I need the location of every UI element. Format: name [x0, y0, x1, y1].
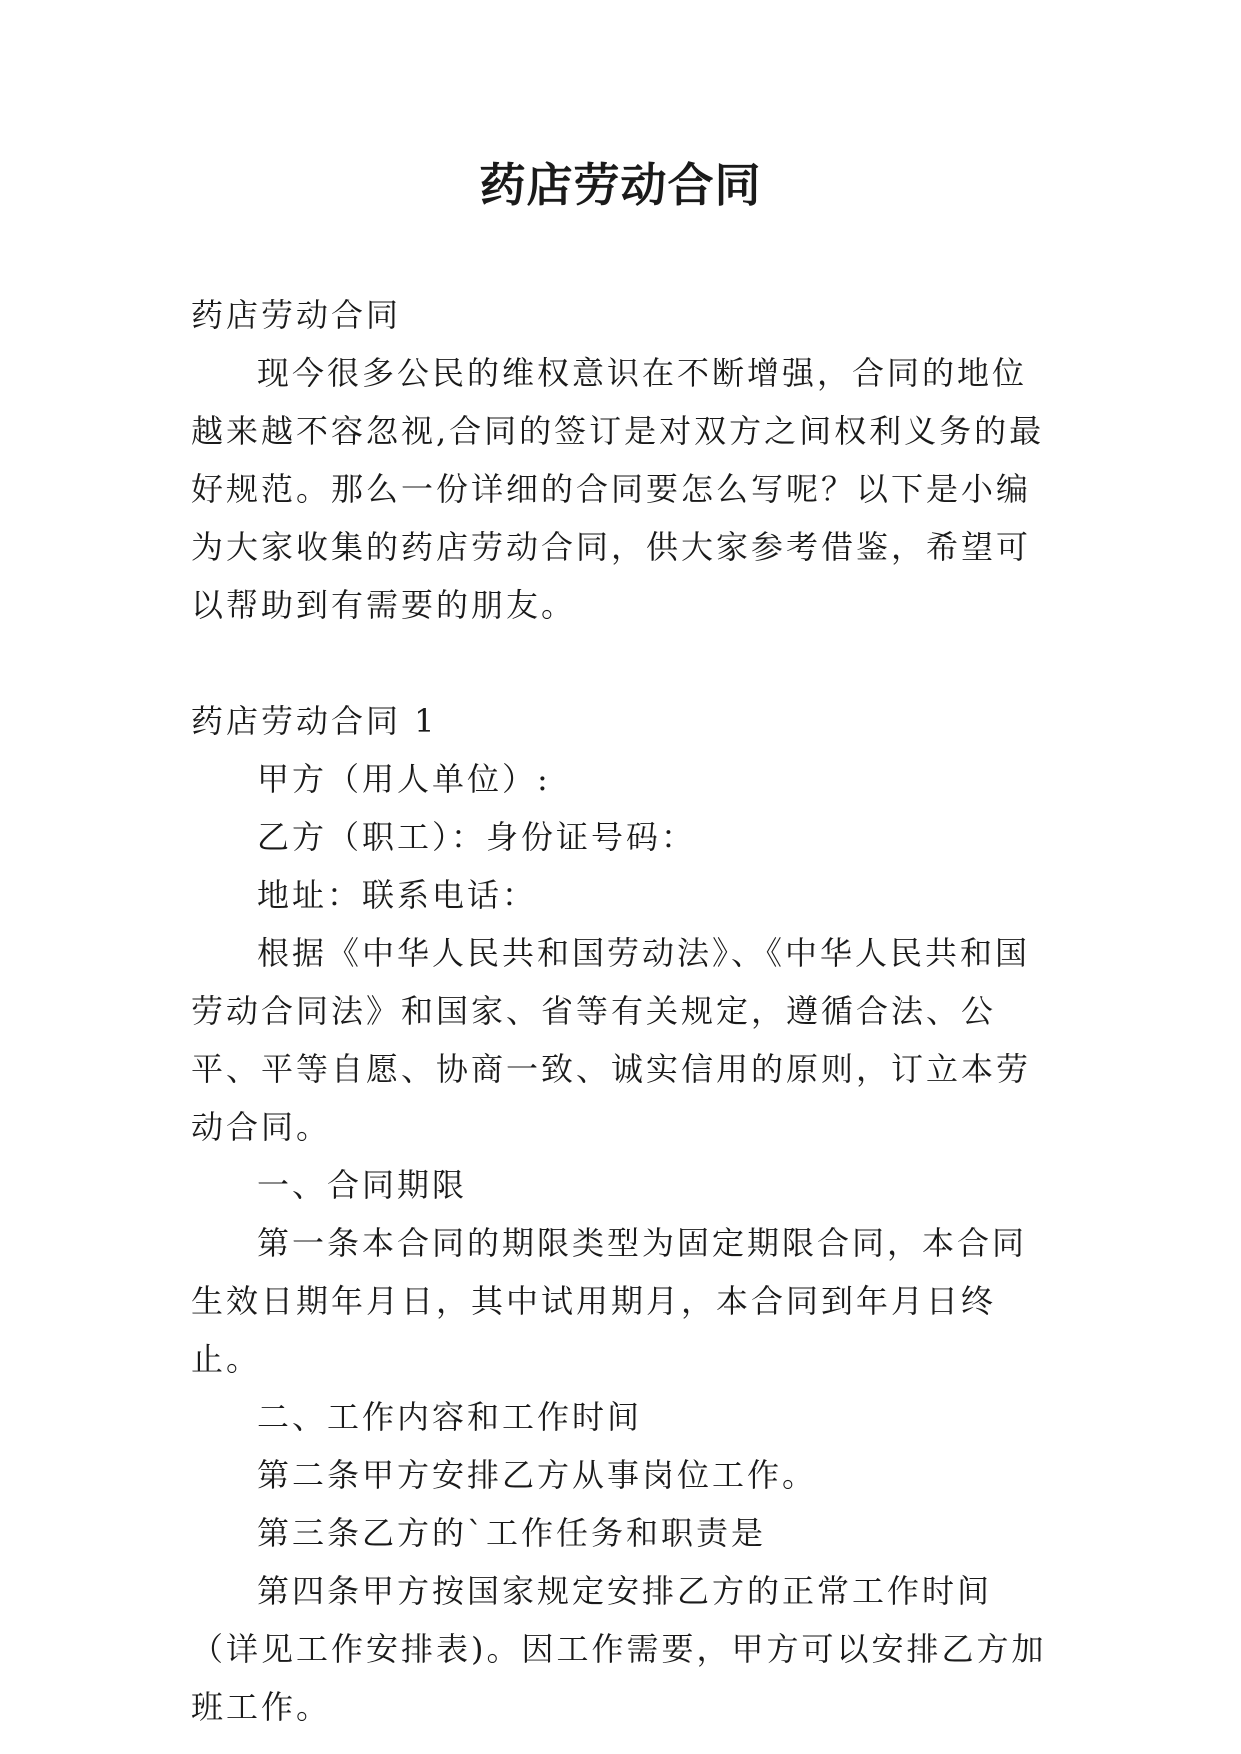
- article-2: 第二条甲方安排乙方从事岗位工作。: [257, 1456, 818, 1494]
- article-3: 第三条乙方的`工作任务和职责是: [257, 1514, 767, 1552]
- intro-heading: 药店劳动合同: [191, 296, 402, 334]
- contract-heading: 药店劳动合同 1: [191, 702, 438, 740]
- section-1-title: 一、合同期限: [257, 1166, 468, 1204]
- document-body: [191, 286, 1051, 1736]
- document-title: 药店劳动合同: [479, 158, 762, 212]
- article-1: 第一条本合同的期限类型为固定期限合同，本合同生效日期年月日，其中试用期月，本合同到年月日终止。: [191, 1224, 1028, 1378]
- section-2-title: 二、工作内容和工作时间: [257, 1398, 643, 1436]
- address-line: 地址：联系电话：: [257, 876, 538, 914]
- paragraph-gap: [191, 634, 1051, 692]
- legal-basis-paragraph: 根据《中华人民共和国劳动法》、《中华人民共和国劳动合同法》和国家、省等有关规定，遵循合法、公平、平等自愿、协商一致、诚实信用的原则，订立本劳动合同。: [191, 934, 1032, 1146]
- party-b-line: 乙方（职工）：身份证号码：: [257, 818, 697, 856]
- intro-paragraph: 现今很多公民的维权意识在不断增强，合同的地位越来越不容忽视,合同的签订是对双方之间权利义务的最好规范。那么一份详细的合同要怎么写呢？以下是小编为大家收集的药店劳动合同，供大家参考借鉴，希望可以帮助到有需要的朋友。: [191, 354, 1045, 624]
- article-4: 第四条甲方按国家规定安排乙方的正常工作时间（详见工作安排表)。因工作需要，甲方可以安排乙方加班工作。: [191, 1572, 1047, 1726]
- party-a-line: 甲方（用人单位）:: [257, 760, 551, 798]
